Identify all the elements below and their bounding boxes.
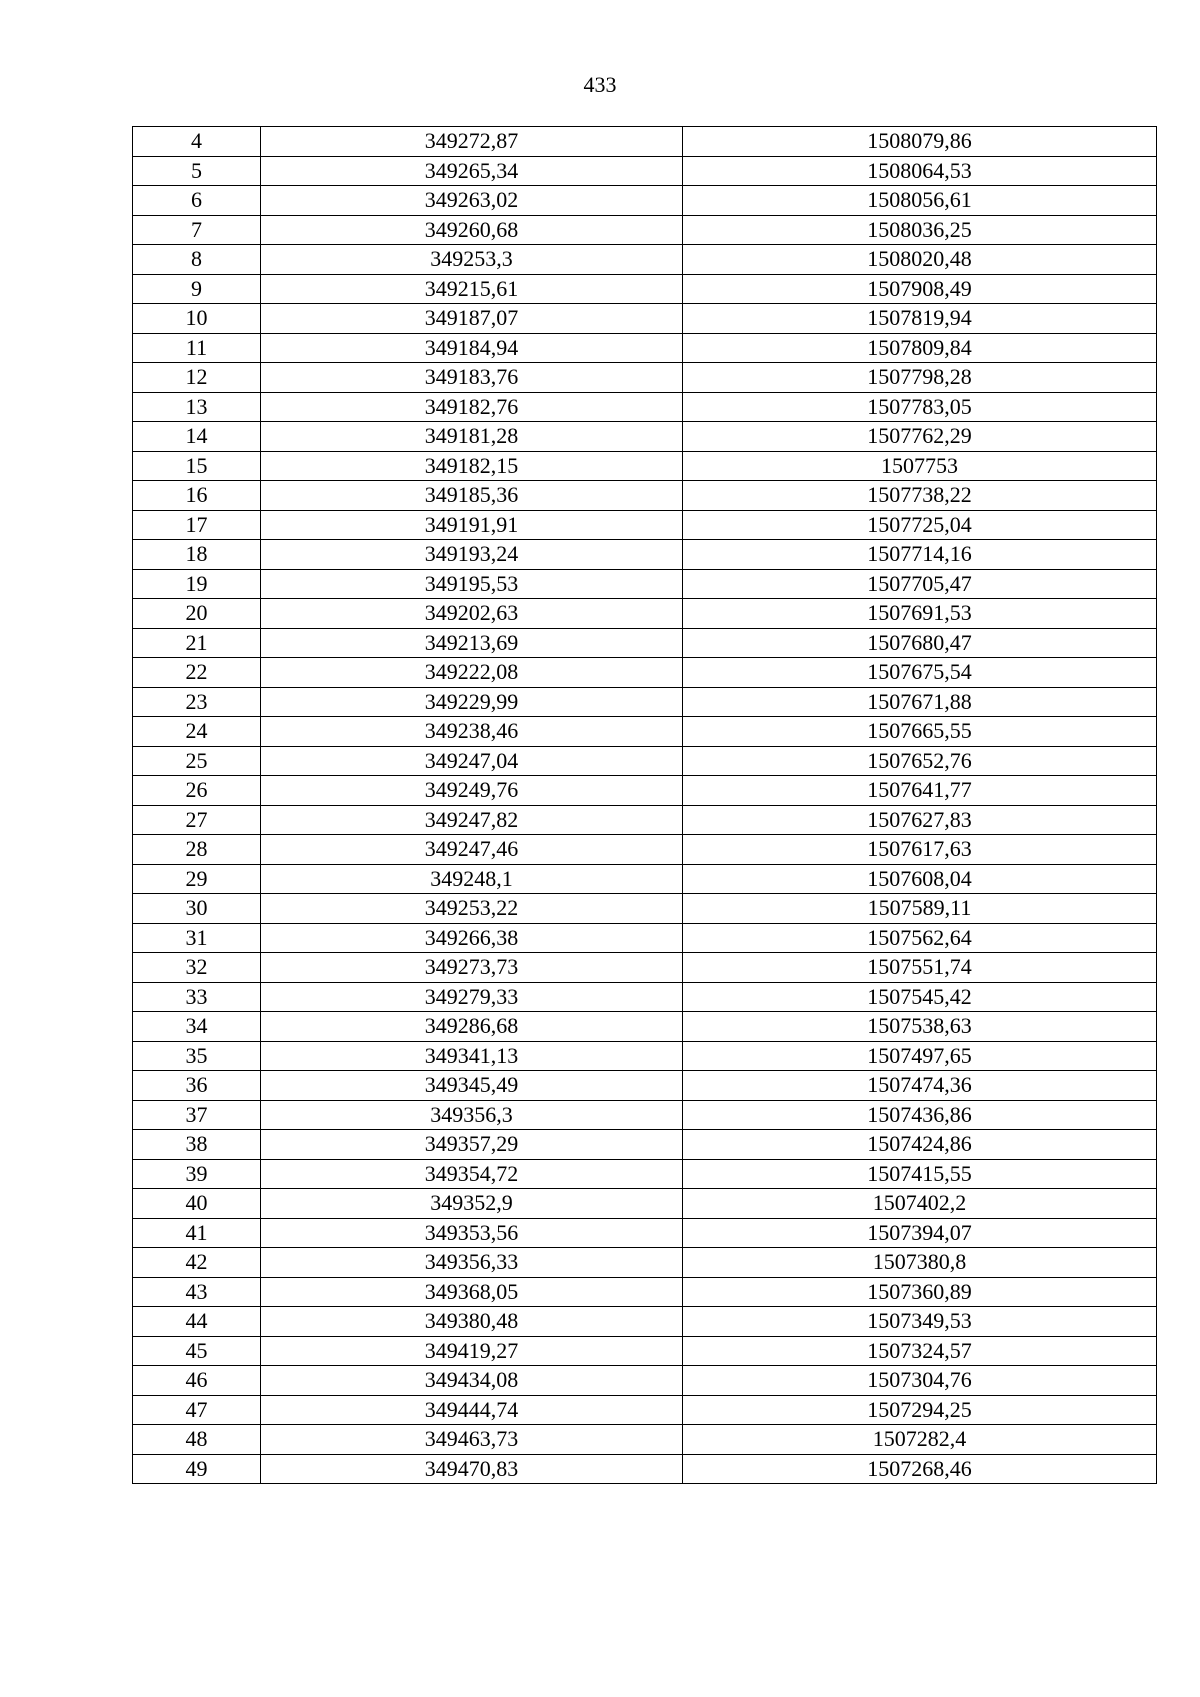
y-coordinate-cell: 1507608,04: [683, 864, 1157, 894]
point-number-cell: 11: [133, 333, 261, 363]
x-coordinate-cell: 349272,87: [261, 127, 683, 157]
point-number-cell: 41: [133, 1218, 261, 1248]
point-number-cell: 12: [133, 363, 261, 393]
y-coordinate-cell: 1507762,29: [683, 422, 1157, 452]
table-row: [133, 1277, 1157, 1307]
table-row: [133, 658, 1157, 688]
point-number-cell: 24: [133, 717, 261, 747]
point-number-cell: 25: [133, 746, 261, 776]
y-coordinate-cell: 1507551,74: [683, 953, 1157, 983]
table-row: [133, 1454, 1157, 1484]
x-coordinate-cell: 349263,02: [261, 186, 683, 216]
x-coordinate-cell: 349181,28: [261, 422, 683, 452]
x-coordinate-cell: 349213,69: [261, 628, 683, 658]
point-number-cell: 37: [133, 1100, 261, 1130]
point-number-cell: 21: [133, 628, 261, 658]
y-coordinate-cell: 1507497,65: [683, 1041, 1157, 1071]
y-coordinate-cell: 1507380,8: [683, 1248, 1157, 1278]
x-coordinate-cell: 349434,08: [261, 1366, 683, 1396]
y-coordinate-cell: 1507402,2: [683, 1189, 1157, 1219]
point-number-cell: 6: [133, 186, 261, 216]
point-number-cell: 35: [133, 1041, 261, 1071]
point-number-cell: 15: [133, 451, 261, 481]
table-row: [133, 333, 1157, 363]
x-coordinate-cell: 349260,68: [261, 215, 683, 245]
table-row: [133, 127, 1157, 157]
table-row: [133, 422, 1157, 452]
point-number-cell: 44: [133, 1307, 261, 1337]
x-coordinate-cell: 349265,34: [261, 156, 683, 186]
y-coordinate-cell: 1507304,76: [683, 1366, 1157, 1396]
x-coordinate-cell: 349286,68: [261, 1012, 683, 1042]
point-number-cell: 23: [133, 687, 261, 717]
y-coordinate-cell: 1507705,47: [683, 569, 1157, 599]
point-number-cell: 13: [133, 392, 261, 422]
page-number: 433: [583, 72, 617, 97]
point-number-cell: 42: [133, 1248, 261, 1278]
y-coordinate-cell: 1507282,4: [683, 1425, 1157, 1455]
y-coordinate-cell: 1507294,25: [683, 1395, 1157, 1425]
table-row: [133, 1248, 1157, 1278]
x-coordinate-cell: 349183,76: [261, 363, 683, 393]
x-coordinate-cell: 349354,72: [261, 1159, 683, 1189]
point-number-cell: 39: [133, 1159, 261, 1189]
x-coordinate-cell: 349247,04: [261, 746, 683, 776]
y-coordinate-cell: 1507725,04: [683, 510, 1157, 540]
point-number-cell: 38: [133, 1130, 261, 1160]
x-coordinate-cell: 349195,53: [261, 569, 683, 599]
y-coordinate-cell: 1507819,94: [683, 304, 1157, 334]
y-coordinate-cell: 1508056,61: [683, 186, 1157, 216]
y-coordinate-cell: 1507349,53: [683, 1307, 1157, 1337]
y-coordinate-cell: 1507360,89: [683, 1277, 1157, 1307]
table-row: [133, 1041, 1157, 1071]
table-row: [133, 363, 1157, 393]
x-coordinate-cell: 349463,73: [261, 1425, 683, 1455]
table-row: [133, 1366, 1157, 1396]
table-row: [133, 1071, 1157, 1101]
x-coordinate-cell: 349247,82: [261, 805, 683, 835]
table-row: [133, 923, 1157, 953]
x-coordinate-cell: 349353,56: [261, 1218, 683, 1248]
y-coordinate-cell: 1507753: [683, 451, 1157, 481]
point-number-cell: 40: [133, 1189, 261, 1219]
table-row: [133, 805, 1157, 835]
x-coordinate-cell: 349184,94: [261, 333, 683, 363]
table-row: [133, 1395, 1157, 1425]
point-number-cell: 26: [133, 776, 261, 806]
x-coordinate-cell: 349279,33: [261, 982, 683, 1012]
y-coordinate-cell: 1507641,77: [683, 776, 1157, 806]
point-number-cell: 36: [133, 1071, 261, 1101]
y-coordinate-cell: 1507415,55: [683, 1159, 1157, 1189]
y-coordinate-cell: 1507394,07: [683, 1218, 1157, 1248]
table-row: [133, 687, 1157, 717]
x-coordinate-cell: 349345,49: [261, 1071, 683, 1101]
y-coordinate-cell: 1507424,86: [683, 1130, 1157, 1160]
x-coordinate-cell: 349253,22: [261, 894, 683, 924]
coordinates-table-body: [133, 127, 1157, 1484]
y-coordinate-cell: 1507675,54: [683, 658, 1157, 688]
point-number-cell: 17: [133, 510, 261, 540]
table-row: [133, 776, 1157, 806]
table-row: [133, 1189, 1157, 1219]
table-row: [133, 1100, 1157, 1130]
y-coordinate-cell: 1507908,49: [683, 274, 1157, 304]
table-row: [133, 1336, 1157, 1366]
table-row: [133, 569, 1157, 599]
y-coordinate-cell: 1507545,42: [683, 982, 1157, 1012]
x-coordinate-cell: 349229,99: [261, 687, 683, 717]
table-row: [133, 1307, 1157, 1337]
x-coordinate-cell: 349266,38: [261, 923, 683, 953]
coordinates-table: [132, 126, 1157, 1484]
table-row: [133, 510, 1157, 540]
x-coordinate-cell: 349191,91: [261, 510, 683, 540]
y-coordinate-cell: 1507680,47: [683, 628, 1157, 658]
point-number-cell: 33: [133, 982, 261, 1012]
y-coordinate-cell: 1507671,88: [683, 687, 1157, 717]
x-coordinate-cell: 349222,08: [261, 658, 683, 688]
point-number-cell: 22: [133, 658, 261, 688]
x-coordinate-cell: 349356,33: [261, 1248, 683, 1278]
table-row: [133, 1425, 1157, 1455]
x-coordinate-cell: 349202,63: [261, 599, 683, 629]
point-number-cell: 7: [133, 215, 261, 245]
table-row: [133, 864, 1157, 894]
point-number-cell: 14: [133, 422, 261, 452]
y-coordinate-cell: 1508020,48: [683, 245, 1157, 275]
point-number-cell: 49: [133, 1454, 261, 1484]
table-row: [133, 1218, 1157, 1248]
point-number-cell: 27: [133, 805, 261, 835]
table-row: [133, 982, 1157, 1012]
table-row: [133, 953, 1157, 983]
y-coordinate-cell: 1507652,76: [683, 746, 1157, 776]
x-coordinate-cell: 349419,27: [261, 1336, 683, 1366]
table-row: [133, 746, 1157, 776]
table-row: [133, 304, 1157, 334]
x-coordinate-cell: 349356,3: [261, 1100, 683, 1130]
y-coordinate-cell: 1507562,64: [683, 923, 1157, 953]
x-coordinate-cell: 349253,3: [261, 245, 683, 275]
x-coordinate-cell: 349247,46: [261, 835, 683, 865]
table-row: [133, 1012, 1157, 1042]
x-coordinate-cell: 349444,74: [261, 1395, 683, 1425]
x-coordinate-cell: 349380,48: [261, 1307, 683, 1337]
x-coordinate-cell: 349470,83: [261, 1454, 683, 1484]
y-coordinate-cell: 1507268,46: [683, 1454, 1157, 1484]
table-row: [133, 186, 1157, 216]
table-row: [133, 274, 1157, 304]
x-coordinate-cell: 349357,29: [261, 1130, 683, 1160]
y-coordinate-cell: 1507589,11: [683, 894, 1157, 924]
point-number-cell: 8: [133, 245, 261, 275]
point-number-cell: 32: [133, 953, 261, 983]
table-row: [133, 628, 1157, 658]
table-row: [133, 156, 1157, 186]
table-row: [133, 540, 1157, 570]
x-coordinate-cell: 349215,61: [261, 274, 683, 304]
table-row: [133, 894, 1157, 924]
table-row: [133, 717, 1157, 747]
y-coordinate-cell: 1508064,53: [683, 156, 1157, 186]
x-coordinate-cell: 349238,46: [261, 717, 683, 747]
table-row: [133, 481, 1157, 511]
x-coordinate-cell: 349182,15: [261, 451, 683, 481]
point-number-cell: 30: [133, 894, 261, 924]
table-row: [133, 215, 1157, 245]
point-number-cell: 10: [133, 304, 261, 334]
x-coordinate-cell: 349185,36: [261, 481, 683, 511]
point-number-cell: 43: [133, 1277, 261, 1307]
y-coordinate-cell: 1508079,86: [683, 127, 1157, 157]
point-number-cell: 47: [133, 1395, 261, 1425]
x-coordinate-cell: 349182,76: [261, 392, 683, 422]
x-coordinate-cell: 349187,07: [261, 304, 683, 334]
point-number-cell: 31: [133, 923, 261, 953]
y-coordinate-cell: 1507714,16: [683, 540, 1157, 570]
y-coordinate-cell: 1507809,84: [683, 333, 1157, 363]
y-coordinate-cell: 1507436,86: [683, 1100, 1157, 1130]
x-coordinate-cell: 349352,9: [261, 1189, 683, 1219]
x-coordinate-cell: 349273,73: [261, 953, 683, 983]
y-coordinate-cell: 1507474,36: [683, 1071, 1157, 1101]
point-number-cell: 16: [133, 481, 261, 511]
point-number-cell: 9: [133, 274, 261, 304]
point-number-cell: 19: [133, 569, 261, 599]
y-coordinate-cell: 1507665,55: [683, 717, 1157, 747]
x-coordinate-cell: 349193,24: [261, 540, 683, 570]
point-number-cell: 18: [133, 540, 261, 570]
y-coordinate-cell: 1507538,63: [683, 1012, 1157, 1042]
point-number-cell: 4: [133, 127, 261, 157]
y-coordinate-cell: 1507783,05: [683, 392, 1157, 422]
table-row: [133, 392, 1157, 422]
point-number-cell: 20: [133, 599, 261, 629]
y-coordinate-cell: 1507324,57: [683, 1336, 1157, 1366]
point-number-cell: 48: [133, 1425, 261, 1455]
y-coordinate-cell: 1507617,63: [683, 835, 1157, 865]
table-row: [133, 835, 1157, 865]
table-row: [133, 1159, 1157, 1189]
x-coordinate-cell: 349248,1: [261, 864, 683, 894]
y-coordinate-cell: 1507738,22: [683, 481, 1157, 511]
y-coordinate-cell: 1507627,83: [683, 805, 1157, 835]
y-coordinate-cell: 1508036,25: [683, 215, 1157, 245]
x-coordinate-cell: 349341,13: [261, 1041, 683, 1071]
x-coordinate-cell: 349249,76: [261, 776, 683, 806]
table-row: [133, 599, 1157, 629]
point-number-cell: 29: [133, 864, 261, 894]
table-row: [133, 451, 1157, 481]
x-coordinate-cell: 349368,05: [261, 1277, 683, 1307]
point-number-cell: 34: [133, 1012, 261, 1042]
table-row: [133, 1130, 1157, 1160]
y-coordinate-cell: 1507798,28: [683, 363, 1157, 393]
y-coordinate-cell: 1507691,53: [683, 599, 1157, 629]
point-number-cell: 28: [133, 835, 261, 865]
point-number-cell: 5: [133, 156, 261, 186]
point-number-cell: 46: [133, 1366, 261, 1396]
table-row: [133, 245, 1157, 275]
point-number-cell: 45: [133, 1336, 261, 1366]
